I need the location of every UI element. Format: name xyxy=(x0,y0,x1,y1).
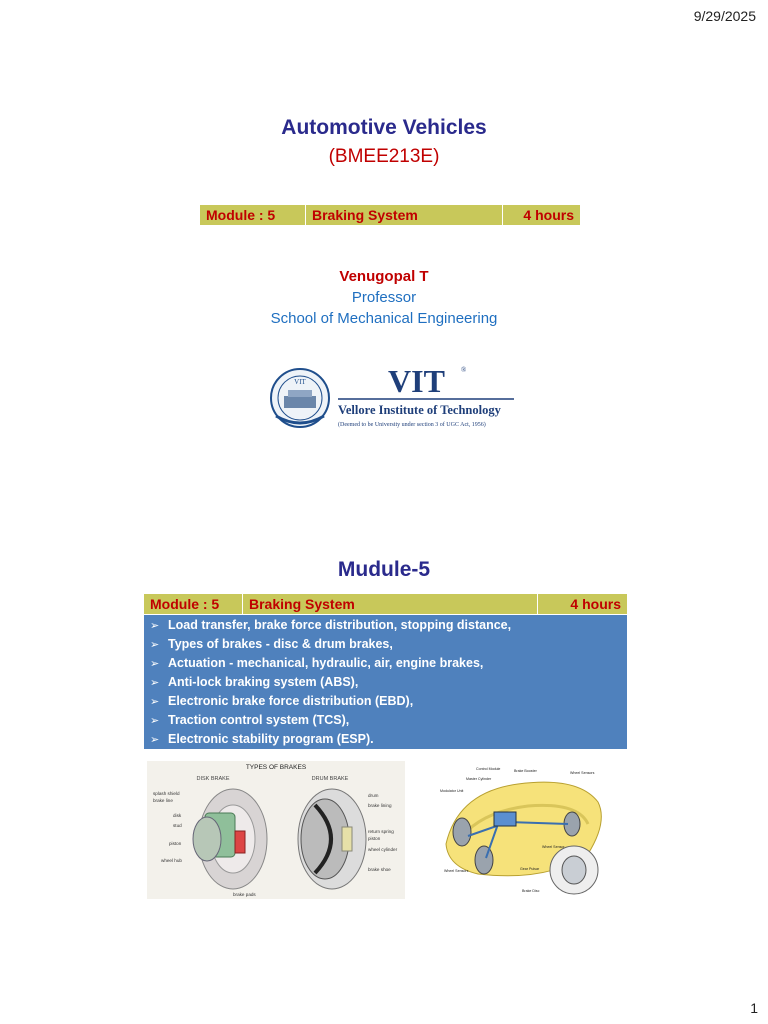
institute-name: Vellore Institute of Technology xyxy=(338,403,501,417)
arrow-bullet-icon: ➢ xyxy=(150,658,160,670)
drum-brake-illustration xyxy=(298,789,366,889)
disc-brake-label: DISK BRAKE xyxy=(196,776,230,782)
figure-label: wheel cylinder xyxy=(368,847,398,852)
figure-label: Brake Booster xyxy=(514,769,537,773)
figure-label: brake lining xyxy=(368,803,392,808)
figure-label: brake pads xyxy=(233,892,256,897)
figure-label: stud xyxy=(173,823,182,828)
arrow-bullet-icon: ➢ xyxy=(150,734,160,746)
abs-system-figure xyxy=(438,762,610,898)
topic-item: ➢ Electronic stability program (ESP). xyxy=(150,730,627,749)
topics-box xyxy=(144,615,627,749)
vit-seal-icon xyxy=(271,369,329,427)
figure-label: piston xyxy=(169,841,182,846)
figure-label: Wheel Sensor xyxy=(542,845,565,849)
seal-text: VIT xyxy=(294,378,306,386)
module-bar-2 xyxy=(144,594,627,614)
topic-item: ➢ Types of brakes - disc & drum brakes, xyxy=(150,635,627,654)
figure-label: splash shield xyxy=(153,791,180,796)
topic-item: ➢ Electronic brake force distribution (EBD), xyxy=(150,692,627,711)
topic-item: ➢ Traction control system (TCS), xyxy=(150,711,627,730)
figure-label: brake shoe xyxy=(368,867,391,872)
figure-label: drum xyxy=(368,793,379,798)
slide-date: 9/29/2025 xyxy=(693,8,756,24)
topic-item: ➢ Anti-lock braking system (ABS), xyxy=(150,673,627,692)
module-hours: 4 hours xyxy=(570,596,621,612)
author-name: Venugopal T xyxy=(339,268,429,285)
figure-label: brake line xyxy=(153,798,173,803)
page-number: 1 xyxy=(750,1000,758,1016)
modulator-unit xyxy=(494,812,516,826)
wheel xyxy=(453,818,471,846)
drum-brake-label: DRUM BRAKE xyxy=(311,776,349,782)
arrow-bullet-icon: ➢ xyxy=(150,715,160,727)
figure-label: Wheel Sensors xyxy=(570,771,595,775)
figure-label: Master Cylinder xyxy=(466,777,492,781)
figure-label: disk xyxy=(173,813,182,818)
trademark-symbol: ® xyxy=(461,366,467,374)
author-school: School of Mechanical Engineering xyxy=(270,310,498,327)
topics-list xyxy=(144,616,627,749)
figure-label: piston xyxy=(368,836,381,841)
slide2-title: Mudule-5 xyxy=(337,558,431,581)
topic-item: ➢ Load transfer, brake force distribution, stopping distance, xyxy=(150,616,627,635)
figure-label: Control Module xyxy=(476,767,501,771)
figure-label: wheel hub xyxy=(161,858,182,863)
arrow-bullet-icon: ➢ xyxy=(150,639,160,651)
brake-types-figure xyxy=(147,761,405,899)
module-topic: Braking System xyxy=(306,205,503,225)
module-topic: Braking System xyxy=(243,594,538,614)
author-role: Professor xyxy=(351,289,417,306)
vit-wordmark: VIT xyxy=(388,363,445,399)
wheel xyxy=(475,846,493,874)
figure-label: Modulator Unit xyxy=(440,789,464,793)
figure-label: return spring xyxy=(368,829,394,834)
arrow-bullet-icon: ➢ xyxy=(150,677,160,689)
institute-note: (Deemed to be University under section 3 of UGC Act, 1956) xyxy=(338,422,486,428)
topic-item: ➢ Actuation - mechanical, hydraulic, air, engine brakes, xyxy=(150,654,627,673)
module-number: Module : 5 xyxy=(200,205,306,225)
module-number: Module : 5 xyxy=(144,594,243,614)
arrow-bullet-icon: ➢ xyxy=(150,620,160,632)
vit-logo xyxy=(270,362,520,434)
course-title: Automotive Vehicles xyxy=(281,116,487,139)
module-bar xyxy=(200,205,580,225)
module-hours: 4 hours xyxy=(523,207,574,223)
figure-label: Gear Pulsar xyxy=(520,867,540,871)
figure-heading: TYPES OF BRAKES xyxy=(245,764,307,771)
figure-label: Wheel Sensors xyxy=(444,869,469,873)
figure-label: Brake Disc xyxy=(522,889,540,893)
course-code: (BMEE213E) xyxy=(328,146,440,167)
arrow-bullet-icon: ➢ xyxy=(150,696,160,708)
